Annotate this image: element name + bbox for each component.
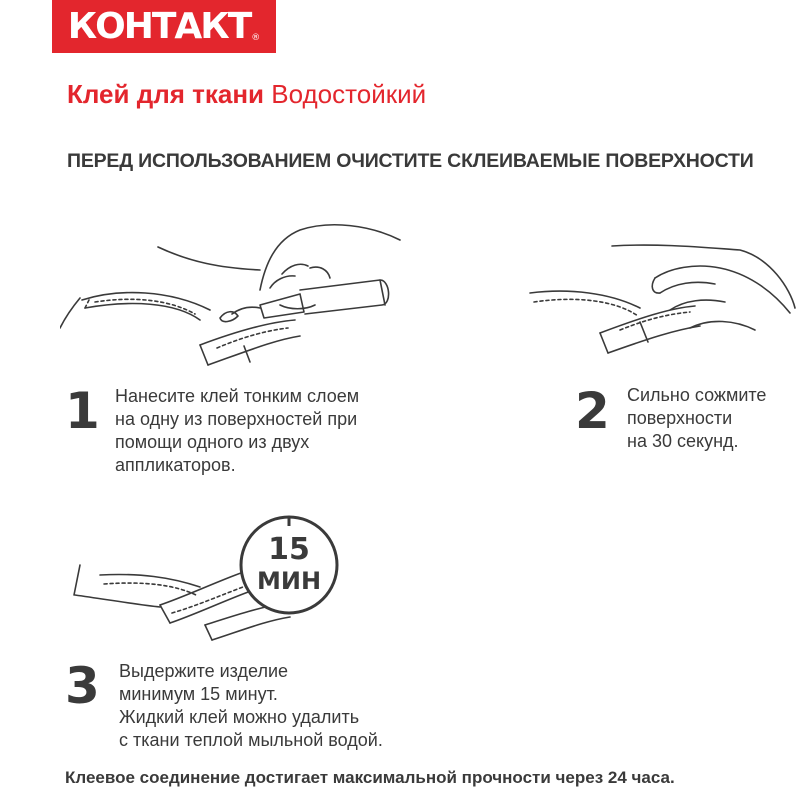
product-title bbox=[67, 78, 426, 110]
step-3-text bbox=[119, 660, 383, 752]
step-1-text bbox=[115, 385, 359, 477]
timer-unit: МИН bbox=[256, 567, 322, 595]
step-1-line: помощи одного из двух bbox=[115, 432, 310, 452]
press-surfaces-illustration bbox=[520, 238, 800, 368]
footer-note: Клеевое соединение достигает максимальной прочности через 24 часа. bbox=[65, 768, 675, 787]
product-variant: Водостойкий bbox=[271, 79, 427, 109]
registered-mark: ® bbox=[251, 32, 261, 43]
instruction-headline: ПЕРЕД ИСПОЛЬЗОВАНИЕМ ОЧИСТИТЕ СКЛЕИВАЕМЫЕ ПОВЕРХНОСТИ bbox=[67, 150, 754, 172]
logo-text: КОНТАКТ bbox=[67, 5, 251, 47]
step-3-line: минимум 15 минут. bbox=[119, 684, 278, 704]
step-2-number: 2 bbox=[575, 382, 610, 440]
brand-logo bbox=[52, 0, 276, 53]
product-name: Клей для ткани bbox=[67, 79, 265, 109]
step-3-line: Выдержите изделие bbox=[119, 661, 289, 681]
step-1-line: аппликаторов. bbox=[115, 455, 236, 475]
step-1-line: Нанесите клей тонким слоем bbox=[115, 386, 360, 406]
step-3-line: с ткани теплой мыльной водой. bbox=[119, 730, 383, 750]
step-2-text bbox=[627, 384, 766, 453]
step-1-number: 1 bbox=[65, 382, 100, 440]
timer-value: 15 bbox=[268, 532, 310, 567]
step-2-line: Сильно сожмите bbox=[627, 385, 767, 405]
step-3-number: 3 bbox=[65, 657, 100, 715]
step-2-line: поверхности bbox=[627, 408, 733, 428]
apply-glue-illustration bbox=[60, 210, 420, 380]
step-1-line: на одну из поверхностей при bbox=[115, 409, 358, 429]
step-2-line: на 30 секунд. bbox=[627, 431, 739, 451]
step-3-line: Жидкий клей можно удалить bbox=[119, 707, 360, 727]
